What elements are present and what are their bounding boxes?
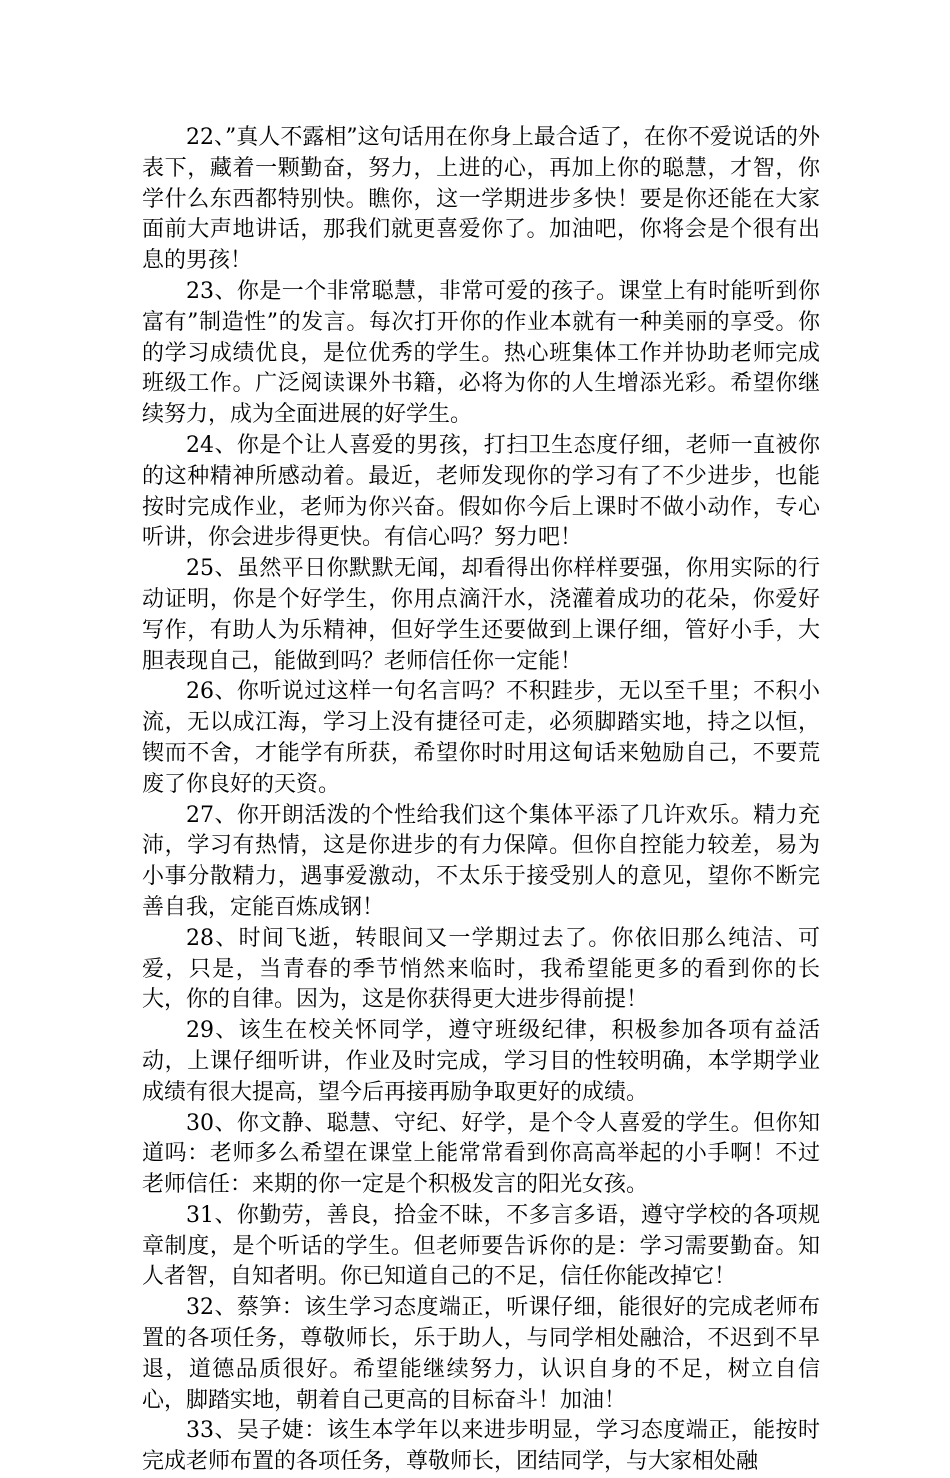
- paragraph-31: 31、你勤劳，善良，拾金不昧，不多言多语，遵守学校的各项规章制度，是个听话的学生。但老师要告诉你的是：学习需要勤奋。知人者智，自知者明。你已知道自己的不足，信任你能改掉它！: [142, 1202, 820, 1290]
- paragraph-23: 23、你是一个非常聪慧，非常可爱的孩子。课堂上有时能听到你富有”制造性”的发言。每次打开你的作业本就有一种美丽的享受。你的学习成绩优良，是位优秀的学生。热心班集体工作并协助老师完成班级工作。广泛阅读课外书籍，必将为你的人生增添光彩。希望你继续努力，成为全面进展的好学生。: [142, 278, 820, 428]
- paragraph-28: 28、时间飞逝，转眼间又一学期过去了。你依旧那么纯洁、可爱，只是，当青春的季节悄然来临时，我希望能更多的看到你的长大，你的自律。因为，这是你获得更大进步得前提！: [142, 925, 820, 1013]
- paragraph-24: 24、你是个让人喜爱的男孩，打扫卫生态度仔细，老师一直被你的这种精神所感动着。最近，老师发现你的学习有了不少进步，也能按时完成作业，老师为你兴奋。假如你今后上课时不做小动作，专心听讲，你会进步得更快。有信心吗？努力吧！: [142, 432, 820, 551]
- paragraph-33: 33、吴子婕：该生本学年以来进步明显，学习态度端正，能按时完成老师布置的各项任务，尊敬师长，团结同学，与大家相处融: [142, 1418, 820, 1475]
- paragraph-29: 29、该生在校关怀同学，遵守班级纪律，积极参加各项有益活动，上课仔细听讲，作业及时完成，学习目的性较明确，本学期学业成绩有很大提高，望今后再接再励争取更好的成绩。: [142, 1018, 820, 1105]
- document-body: [142, 123, 820, 1478]
- paragraph-32: 32、蔡笋：该生学习态度端正，听课仔细，能很好的完成老师布置的各项任务，尊敬师长，乐于助人，与同学相处融洽，不迟到不早退，道德品质很好。希望能继续努力，认识自身的不足，树立自信心，脚踏实地，朝着自己更高的目标奋斗！加油！: [142, 1295, 820, 1413]
- paragraph-30: 30、你文静、聪慧、守纪、好学，是个令人喜爱的学生。但你知道吗：老师多么希望在课堂上能常常看到你高高举起的小手啊！不过老师信任：来期的你一定是个积极发言的阳光女孩。: [142, 1110, 820, 1198]
- paragraph-26: 26、你听说过这样一句名言吗？不积跬步，无以至千里；不积小流，无以成江海，学习上没有捷径可走，必须脚踏实地，持之以恒，锲而不舍，才能学有所获，希望你时时用这甸话来勉励自己，不要荒废了你良好的天资。: [142, 679, 820, 797]
- paragraph-27: 27、你开朗活泼的个性给我们这个集体平添了几许欢乐。精力充沛，学习有热情，这是你进步的有力保障。但你自控能力较差，易为小事分散精力，遇事爱激动，不太乐于接受别人的意见，望你不断完善自我，定能百炼成钢！: [142, 802, 820, 920]
- paragraph-25: 25、虽然平日你默默无闻，却看得出你样样要强，你用实际的行动证明，你是个好学生，你用点滴汗水，浇灌着成功的花朵，你爱好写作，有助人为乐精神，但好学生还要做到上课仔细，管好小手，大胆表现自己，能做到吗？老师信任你一定能！: [142, 556, 820, 674]
- paragraph-22: 22、”真人不露相”这句话用在你身上最合适了，在你不爱说话的外表下，藏着一颗勤奋，努力，上进的心，再加上你的聪慧，才智，你学什么东西都特别快。瞧你，这一学期进步多快！要是你还能在大家面前大声地讲话，那我们就更喜爱你了。加油吧，你将会是个很有出息的男孩！: [142, 125, 820, 274]
